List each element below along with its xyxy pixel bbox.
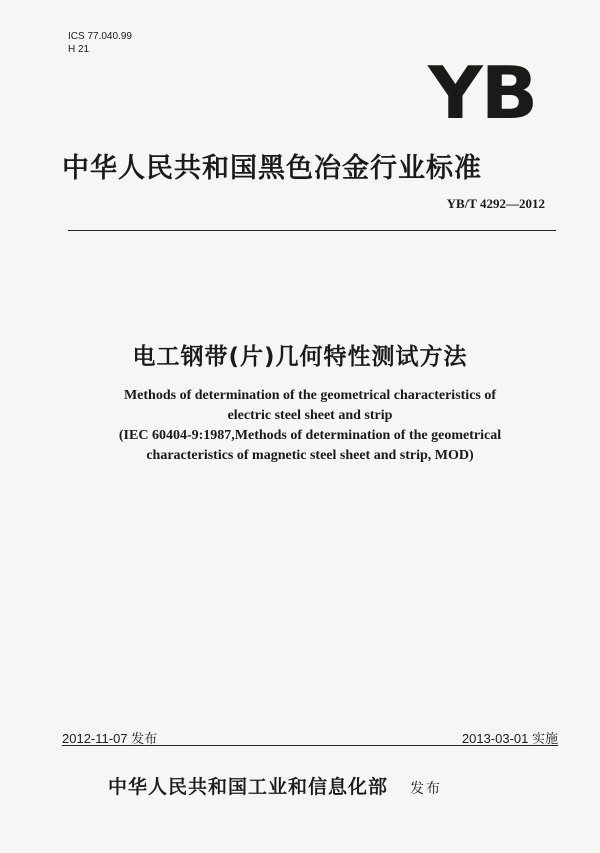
ccs-code: H 21 (68, 44, 90, 55)
title-en-line: Methods of determination of the geometrical characteristics of (123, 388, 497, 403)
title-en-line: electric steel sheet and strip (227, 408, 393, 423)
implement-date: 2013-03-01 实施 (461, 731, 558, 746)
classification-codes (68, 30, 132, 56)
header-divider (68, 230, 556, 231)
document-title-cn: 电工钢带(片)几何特性测试方法 (132, 344, 468, 370)
document-title-en (60, 386, 560, 466)
standard-number: YB/T 4292—2012 (446, 196, 545, 211)
footer-divider (62, 745, 558, 746)
issue-date: 2012-11-07 发布 (62, 731, 158, 746)
issuer (108, 772, 528, 799)
standard-title: 中华人民共和国黑色冶金行业标准 (62, 153, 482, 184)
title-en-line: (IEC 60404-9:1987,Methods of determination of the geometrical (118, 428, 502, 443)
title-en-line: characteristics of magnetic steel sheet and strip, MOD) (146, 448, 474, 463)
date-row (62, 728, 558, 746)
yb-logo: YB (428, 51, 537, 135)
ics-code: ICS 77.040.99 (68, 31, 132, 42)
issuer-name: 中华人民共和国工业和信息化部 (108, 776, 389, 798)
issuer-action: 发布 (410, 781, 443, 797)
